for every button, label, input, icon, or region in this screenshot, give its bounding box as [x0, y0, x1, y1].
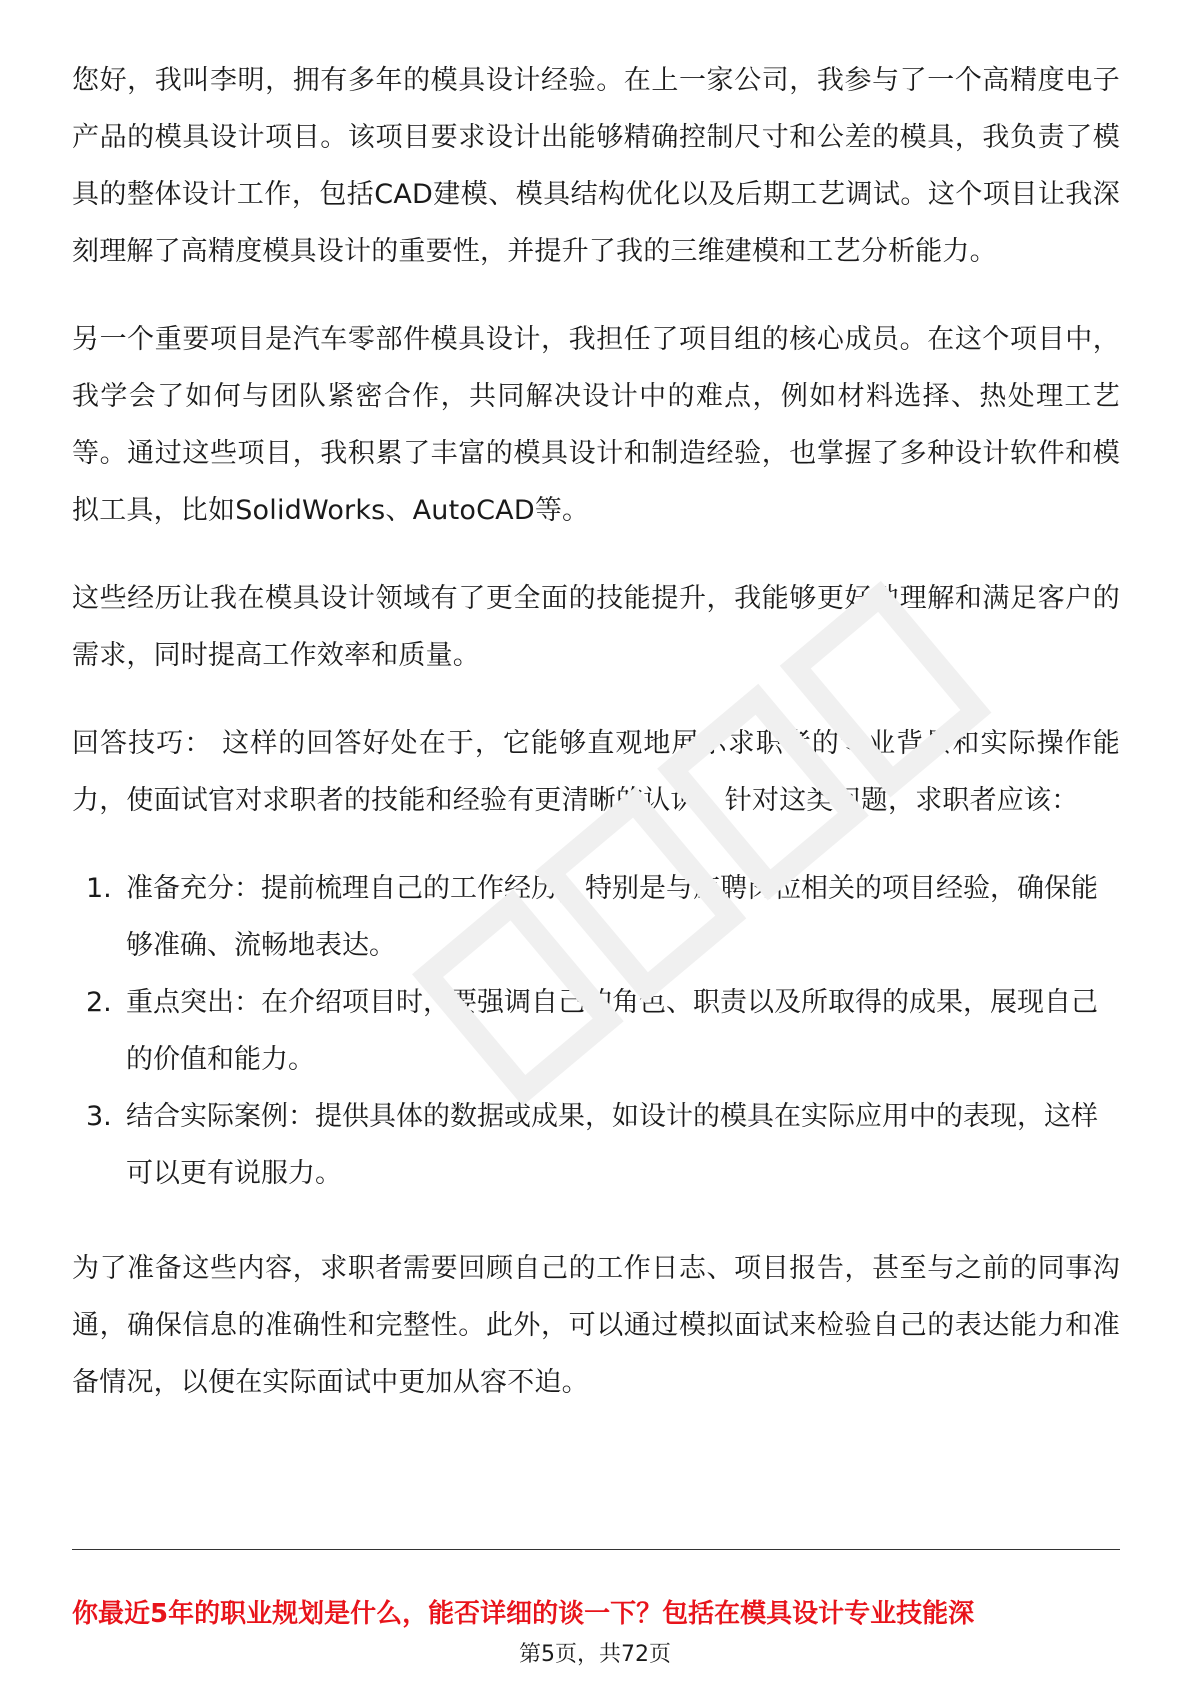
- list-item-number: 3.: [86, 1101, 112, 1132]
- paragraph-preparation: 为了准备这些内容，求职者需要回顾自己的工作日志、项目报告，甚至与之前的同事沟通，确保信息的准确性和完整性。此外，可以通过模拟面试来检验自己的表达能力和准备情况，以便在实际面试中更加从容不迫。: [72, 1253, 1120, 1398]
- list-item-text: 重点突出：在介绍项目时，要强调自己的角色、职责以及所取得的成果，展现自己的价值和能力。: [126, 987, 1098, 1075]
- paragraph-experience-2: 另一个重要项目是汽车零部件模具设计，我担任了项目组的核心成员。在这个项目中，我学会了如何与团队紧密合作，共同解决设计中的难点，例如材料选择、热处理工艺等。通过这些项目，我积累了丰富的模具设计和制造经验，也掌握了多种设计软件和模拟工具，比如SolidWorks、AutoCAD等。: [72, 324, 1120, 526]
- paragraph-summary: 这些经历让我在模具设计领域有了更全面的技能提升，我能够更好地理解和满足客户的需求，同时提高工作效率和质量。: [72, 583, 1120, 671]
- next-question-heading: 你最近5年的职业规划是什么，能否详细的谈一下？包括在模具设计专业技能深: [72, 1599, 975, 1629]
- list-item-number: 2.: [86, 987, 112, 1018]
- list-item: [72, 1088, 1120, 1202]
- document-body: [72, 52, 1120, 1442]
- section-divider: [72, 1549, 1120, 1550]
- paragraph-answer-tips: 回答技巧： 这样的回答好处在于，它能够直观地展示求职者的专业背景和实际操作能力，使面试官对求职者的技能和经验有更清晰的认识。针对这类问题，求职者应该：: [72, 728, 1120, 816]
- list-item: [72, 974, 1120, 1088]
- list-item-number: 1.: [86, 873, 112, 904]
- page-number: 第5页，共72页: [519, 1642, 671, 1667]
- list-item: [72, 860, 1120, 974]
- tips-list: [72, 860, 1120, 1202]
- list-item-text: 准备充分：提前梳理自己的工作经历，特别是与应聘岗位相关的项目经验，确保能够准确、流畅地表达。: [126, 873, 1098, 961]
- list-item-text: 结合实际案例：提供具体的数据或成果，如设计的模具在实际应用中的表现，这样可以更有说服力。: [126, 1101, 1098, 1189]
- paragraph-experience-1: 您好，我叫李明，拥有多年的模具设计经验。在上一家公司，我参与了一个高精度电子产品的模具设计项目。该项目要求设计出能够精确控制尺寸和公差的模具，我负责了模具的整体设计工作，包括CAD建模、模具结构优化以及后期工艺调试。这个项目让我深刻理解了高精度模具设计的重要性，并提升了我的三维建模和工艺分析能力。: [72, 65, 1120, 267]
